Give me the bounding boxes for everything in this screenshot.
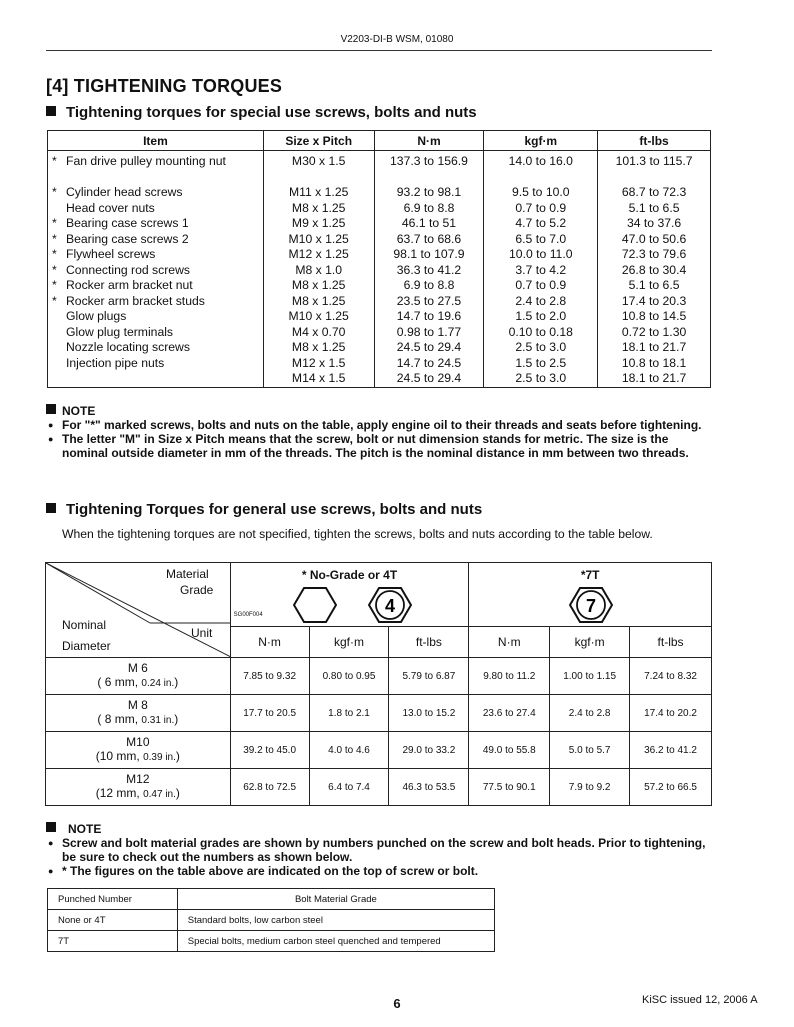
torque-value-cell: 77.5 to 90.1: [469, 769, 550, 806]
item-name: Nozzle locating screws: [66, 340, 190, 354]
unit-header: N·m: [230, 627, 309, 658]
unit-header: ft-lbs: [389, 627, 469, 658]
general-intro-text: When the tightening torques are not specified, tighten the screws, bolts and nuts according to the table below.: [62, 527, 653, 541]
nm-cell: 36.3 to 41.2: [374, 263, 484, 279]
column-header-nm: N·m: [374, 131, 484, 151]
torque-value-cell: 49.0 to 55.8: [469, 732, 550, 769]
table-row: None or 4T Standard bolts, low carbon steel: [48, 910, 495, 931]
kgfm-cell: 0.10 to 0.18: [484, 325, 598, 341]
table-row: [48, 151, 711, 171]
item-name: Bearing case screws 2: [66, 231, 189, 246]
size-cell: M8 x 1.25: [263, 201, 374, 217]
table-row: [48, 232, 711, 248]
oil-mark: *: [52, 185, 57, 199]
nm-cell: 0.98 to 1.77: [374, 325, 484, 341]
square-bullet-icon: [46, 404, 56, 414]
torque-value-cell: 57.2 to 66.5: [630, 769, 712, 806]
kgfm-cell: 10.0 to 11.0: [484, 247, 598, 263]
kgfm-cell: 4.7 to 5.2: [484, 216, 598, 232]
plain-hex-head-icon: [293, 586, 337, 624]
square-bullet-icon: [46, 503, 56, 513]
table-row: [48, 201, 711, 217]
oil-mark: *: [52, 278, 57, 292]
torque-value-cell: 6.4 to 7.4: [309, 769, 389, 806]
unit-header: ft-lbs: [630, 627, 712, 658]
table-row: [48, 340, 711, 356]
grade-header-a: * No-Grade or 4T SG00F004 4: [230, 563, 469, 627]
size-cell: M4 x 0.70: [263, 325, 374, 341]
section-title: [4] TIGHTENING TORQUES: [46, 76, 283, 96]
torque-value-cell: 62.8 to 72.5: [230, 769, 309, 806]
item-name: Injection pipe nuts: [66, 355, 165, 370]
item-name: Fan drive pulley mounting nut: [66, 154, 226, 169]
issue-note: KiSC issued 12, 2006 A: [642, 994, 758, 1006]
unit-header: N·m: [469, 627, 550, 658]
nm-cell: 24.5 to 29.4: [374, 340, 484, 356]
size-cell: M30 x 1.5: [263, 151, 374, 171]
column-header-kgfm: kgf·m: [484, 131, 598, 151]
ftlbs-cell: 47.0 to 50.6: [598, 232, 711, 248]
torque-value-cell: 46.3 to 53.5: [389, 769, 469, 806]
ftlbs-cell: 0.72 to 1.30: [598, 325, 711, 341]
grade-header-b: *7T 7: [469, 563, 712, 627]
nm-cell: 6.9 to 8.8: [374, 278, 484, 294]
item-name: Rocker arm bracket nut: [66, 278, 193, 292]
torque-value-cell: 7.9 to 9.2: [550, 769, 630, 806]
ftlbs-cell: 5.1 to 6.5: [598, 201, 711, 217]
ftlbs-cell: 72.3 to 79.6: [598, 247, 711, 263]
note-item: ● Screw and bolt material grades are shown by numbers punched on the screw and bolt heads. Prior to tightening, be sure to check out the numbers as shown below.: [46, 836, 712, 864]
torque-value-cell: 2.4 to 2.8: [550, 695, 630, 732]
item-name: Glow plugs: [66, 309, 127, 323]
torque-value-cell: 39.2 to 45.0: [230, 732, 309, 769]
size-cell: M12 x 1.5: [263, 356, 374, 372]
corner-label-nominal: Nominal: [62, 618, 107, 632]
torque-value-cell: 1.00 to 1.15: [550, 658, 630, 695]
svg-text:7: 7: [586, 596, 597, 616]
torque-value-cell: 0.80 to 0.95: [309, 658, 389, 695]
item-name: Glow plug terminals: [66, 324, 174, 339]
nm-cell: 14.7 to 19.6: [374, 309, 484, 325]
kgfm-cell: 9.5 to 10.0: [484, 185, 598, 201]
bolt-grade-table: [47, 888, 495, 952]
note-item: ● For "*" marked screws, bolts and nuts on the table, apply engine oil to their threads and seats before tightening.: [46, 418, 712, 432]
oil-mark: *: [52, 216, 57, 230]
item-name: Rocker arm bracket studs: [66, 293, 205, 308]
size-cell: M10 x 1.25: [263, 309, 374, 325]
table-row: [48, 278, 711, 294]
torque-value-cell: 23.6 to 27.4: [469, 695, 550, 732]
table-row: [48, 309, 711, 325]
table-row: [48, 371, 711, 387]
note-2: NOTE ● Screw and bolt material grades are shown by numbers punched on the screw and bolt heads. Prior to tightening, be sure to check out the numbers as shown below. ● * The figures on the table above are indicated on the top of screw or bolt.: [46, 822, 712, 878]
ftlbs-cell: 68.7 to 72.3: [598, 185, 711, 201]
corner-label-grade: Grade: [180, 583, 214, 597]
item-name: Cylinder head screws: [66, 185, 183, 199]
column-header-ftlbs: ft-lbs: [598, 131, 711, 151]
general-torques-subtitle: Tightening Torques for general use screws, bolts and nuts: [46, 501, 482, 518]
ftlbs-cell: 17.4 to 20.3: [598, 294, 711, 310]
ftlbs-cell: 101.3 to 115.7: [598, 151, 711, 171]
kgfm-cell: 2.5 to 3.0: [484, 340, 598, 356]
corner-label-unit: Unit: [191, 626, 213, 640]
special-torques-subtitle: Tightening torques for special use screws, bolts and nuts: [46, 104, 477, 121]
oil-mark: *: [52, 262, 57, 277]
column-header-punched: Punched Number: [48, 889, 178, 910]
kgfm-cell: 1.5 to 2.5: [484, 356, 598, 372]
table-row: [48, 294, 711, 310]
item-name: Head cover nuts: [66, 200, 155, 215]
table-row: [48, 356, 711, 372]
table-row: M10 (10 mm, 0.39 in.) 39.2 to 45.0 4.0 to 4.6 29.0 to 33.2 49.0 to 55.8 5.0 to 5.7 36.2 to 41.2: [46, 732, 712, 769]
kgfm-cell: 14.0 to 16.0: [484, 151, 598, 171]
size-cell: M14 x 1.5: [263, 371, 374, 387]
ftlbs-cell: 18.1 to 21.7: [598, 371, 711, 387]
table-row: M 8 ( 8 mm, 0.31 in.) 17.7 to 20.5 1.8 to 2.1 13.0 to 15.2 23.6 to 27.4 2.4 to 2.8 17.4 to 20.2: [46, 695, 712, 732]
nm-cell: 46.1 to 51: [374, 216, 484, 232]
corner-label-material: Material: [166, 567, 209, 581]
torque-value-cell: 17.7 to 20.5: [230, 695, 309, 732]
torque-value-cell: 29.0 to 33.2: [389, 732, 469, 769]
ftlbs-cell: 34 to 37.6: [598, 216, 711, 232]
square-bullet-icon: [46, 822, 56, 832]
torque-value-cell: 17.4 to 20.2: [630, 695, 712, 732]
note-1: NOTE ● For "*" marked screws, bolts and nuts on the table, apply engine oil to their threads and seats before tightening. ● The letter "M" in Size x Pitch means that the screw, bolt or nut dimension stands for metric. The size is the nominal outside diameter in mm of the threads. The pitch is the nominal distance in mm between two threads.: [46, 404, 712, 460]
table-row: [48, 263, 711, 279]
ftlbs-cell: 18.1 to 21.7: [598, 340, 711, 356]
item-name: Bearing case screws 1: [66, 216, 189, 230]
unit-header: kgf·m: [309, 627, 389, 658]
item-name: Flywheel screws: [66, 247, 156, 261]
nm-cell: 23.5 to 27.5: [374, 294, 484, 310]
kgfm-cell: 2.4 to 2.8: [484, 294, 598, 310]
header-divider: [46, 50, 712, 51]
bolt-size: M12: [126, 772, 150, 786]
table-row: 7T Special bolts, medium carbon steel quenched and tempered: [48, 931, 495, 952]
table-row: [48, 185, 711, 201]
general-torques-table: [45, 562, 712, 806]
document-code: V2203-DI-B WSM, 01080: [340, 34, 454, 45]
size-cell: M8 x 1.25: [263, 340, 374, 356]
nm-cell: 93.2 to 98.1: [374, 185, 484, 201]
table-row: [48, 216, 711, 232]
column-header-item: Item: [48, 131, 264, 151]
bolt-size: M 8: [127, 698, 148, 712]
torque-value-cell: 5.79 to 6.87: [389, 658, 469, 695]
table-row: M 6 ( 6 mm, 0.24 in.) 7.85 to 9.32 0.80 to 0.95 5.79 to 6.87 9.80 to 11.2 1.00 to 1.15 7.24 to 8.32: [46, 658, 712, 695]
hex-head-4-icon: [368, 586, 412, 624]
ftlbs-cell: 26.8 to 30.4: [598, 263, 711, 279]
oil-mark: *: [52, 154, 57, 169]
special-torques-table: [47, 130, 711, 388]
bolt-size: M10: [126, 735, 150, 749]
torque-value-cell: 1.8 to 2.1: [309, 695, 389, 732]
torque-value-cell: 7.24 to 8.32: [630, 658, 712, 695]
nm-cell: 63.7 to 68.6: [374, 232, 484, 248]
size-cell: M11 x 1.25: [263, 185, 374, 201]
table-header-row: [48, 889, 495, 910]
oil-mark: *: [52, 293, 57, 308]
kgfm-cell: 2.5 to 3.0: [484, 371, 598, 387]
torque-value-cell: 13.0 to 15.2: [389, 695, 469, 732]
ftlbs-cell: 10.8 to 14.5: [598, 309, 711, 325]
torque-value-cell: 9.80 to 11.2: [469, 658, 550, 695]
size-cell: M8 x 1.0: [263, 263, 374, 279]
square-bullet-icon: [46, 106, 56, 116]
kgfm-cell: 3.7 to 4.2: [484, 263, 598, 279]
nm-cell: 137.3 to 156.9: [374, 151, 484, 171]
figure-code: SG00F004: [233, 612, 263, 618]
item-name: Connecting rod screws: [66, 262, 190, 277]
nm-cell: 98.1 to 107.9: [374, 247, 484, 263]
nm-cell: 6.9 to 8.8: [374, 201, 484, 217]
column-header-grade: Bolt Material Grade: [177, 889, 494, 910]
table-row: M12 (12 mm, 0.47 in.) 62.8 to 72.5 6.4 to 7.4 46.3 to 53.5 77.5 to 90.1 7.9 to 9.2 57.2 to 66.5: [46, 769, 712, 806]
kgfm-cell: 1.5 to 2.0: [484, 309, 598, 325]
corner-label-diameter: Diameter: [62, 639, 111, 653]
table-row: [48, 325, 711, 341]
torque-value-cell: 36.2 to 41.2: [630, 732, 712, 769]
nm-cell: 24.5 to 29.4: [374, 371, 484, 387]
ftlbs-cell: 10.8 to 18.1: [598, 356, 711, 372]
ftlbs-cell: 5.1 to 6.5: [598, 278, 711, 294]
torque-value-cell: 5.0 to 5.7: [550, 732, 630, 769]
size-cell: M12 x 1.25: [263, 247, 374, 263]
note-item: ● * The figures on the table above are indicated on the top of screw or bolt.: [46, 864, 712, 878]
torque-value-cell: 4.0 to 4.6: [309, 732, 389, 769]
kgfm-cell: 0.7 to 0.9: [484, 201, 598, 217]
oil-mark: *: [52, 231, 57, 246]
torque-value-cell: 7.85 to 9.32: [230, 658, 309, 695]
hex-head-7-icon: [569, 586, 613, 624]
table-header-row: [48, 131, 711, 151]
column-header-size: Size x Pitch: [263, 131, 374, 151]
note-item: ● The letter "M" in Size x Pitch means that the screw, bolt or nut dimension stands for metric. The size is the nominal outside diameter in mm of the threads. The pitch is the nominal distance in mm between two threads.: [46, 432, 712, 460]
svg-text:4: 4: [384, 596, 395, 616]
kgfm-cell: 6.5 to 7.0: [484, 232, 598, 248]
size-cell: M9 x 1.25: [263, 216, 374, 232]
page-number: 6: [393, 996, 401, 1011]
oil-mark: *: [52, 247, 57, 261]
unit-header: kgf·m: [550, 627, 630, 658]
size-cell: M10 x 1.25: [263, 232, 374, 248]
size-cell: M8 x 1.25: [263, 294, 374, 310]
bolt-size: M 6: [127, 661, 148, 675]
corner-header-cell: [46, 563, 231, 658]
size-cell: M8 x 1.25: [263, 278, 374, 294]
nm-cell: 14.7 to 24.5: [374, 356, 484, 372]
table-row: [48, 247, 711, 263]
kgfm-cell: 0.7 to 0.9: [484, 278, 598, 294]
